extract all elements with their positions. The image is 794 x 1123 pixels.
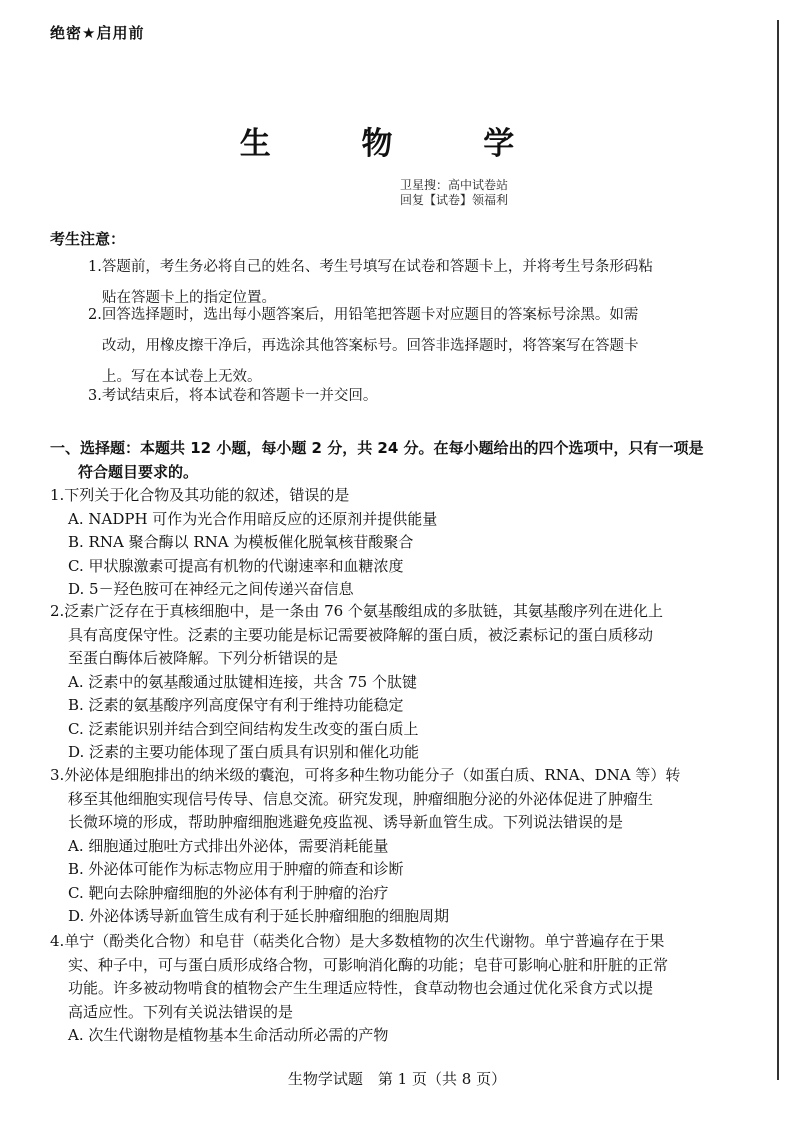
option-c: C. 甲状腺激素可提高有机物的代谢速率和血糖浓度 <box>68 556 404 575</box>
section-heading-line-2: 符合题目要求的。 <box>78 463 199 481</box>
option-c: C. 靶向去除肿瘤细胞的外泌体有利于肿瘤的治疗 <box>68 883 389 902</box>
option-d: D. 外泌体诱导新血管生成有利于延长肿瘤细胞的细胞周期 <box>68 907 450 925</box>
option-d: D. 5－羟色胺可在神经元之间传递兴奋信息 <box>68 580 354 598</box>
question-stem: 至蛋白酶体后被降解。下列分析错误的是 <box>68 649 339 667</box>
watermark-line-1: 卫星搜：高中试卷站 <box>400 178 509 192</box>
binding-line <box>777 20 779 1080</box>
notice-item-2 <box>88 300 758 393</box>
option-c: C. 泛素能识别并结合到空间结构发生改变的蛋白质上 <box>68 719 419 738</box>
notice-line: 3.考试结束后，将本试卷和答题卡一并交回。 <box>88 388 378 404</box>
option-a: A. NADPH 可作为光合作用暗反应的还原剂并提供能量 <box>68 509 438 528</box>
question-stem: 4.单宁（酚类化合物）和皂苷（萜类化合物）是大多数植物的次生代谢物。单宁普遍存在于果 <box>50 932 665 950</box>
question-stem: 长微环境的形成，帮助肿瘤细胞逃避免疫监视、诱导新血管生成。下列说法错误的是 <box>68 813 624 831</box>
question-2 <box>50 600 750 765</box>
option-b: B. 外泌体可能作为标志物应用于肿瘤的筛查和诊断 <box>68 860 404 878</box>
question-stem: 功能。许多被动物啃食的植物会产生生理适应特性，食草动物也会通过优化采食方式以提 <box>68 979 654 997</box>
question-stem: 具有高度保守性。泛素的主要功能是标记需要被降解的蛋白质，被泛素标记的蛋白质移动 <box>68 625 654 644</box>
question-1 <box>50 484 750 602</box>
question-3 <box>50 764 750 929</box>
notice-line: 上。写在本试卷上无效。 <box>102 369 262 385</box>
page-footer: 生物学试题 第 1 页（共 8 页） <box>287 1070 507 1088</box>
notice-line: 贴在答题卡上的指定位置。 <box>102 290 276 306</box>
notice-line: 1.答题前，考生务必将自己的姓名、考生号填写在试卷和答题卡上，并将考生号条形码粘 <box>88 259 653 275</box>
question-stem: 3.外泌体是细胞排出的纳米级的囊泡，可将多种生物功能分子（如蛋白质、RNA、DNA 等）转 <box>50 766 681 784</box>
option-a: A. 细胞通过胞吐方式排出外泌体，需要消耗能量 <box>68 836 389 855</box>
question-stem: 1.下列关于化合物及其功能的叙述，错误的是 <box>50 486 350 504</box>
notice-line: 2.回答选择题时，选出每小题答案后，用铅笔把答题卡对应题目的答案标号涂黑。如需 <box>88 307 639 323</box>
page-title: 生 物 学 <box>239 126 555 162</box>
confidential-mark: 绝密★启用前 <box>50 24 145 42</box>
notice-heading: 考生注意： <box>50 230 126 248</box>
question-stem: 实、种子中，可与蛋白质形成络合物，可影响消化酶的功能；皂苷可影响心脏和肝脏的正常 <box>68 955 669 974</box>
watermark-line-2: 回复【试卷】领福利 <box>400 193 509 207</box>
watermark-stamp <box>400 178 508 208</box>
option-b: B. RNA 聚合酶以 RNA 为模板催化脱氧核苷酸聚合 <box>68 533 414 551</box>
notice-item-3 <box>88 381 758 412</box>
question-4 <box>50 930 750 1048</box>
option-a: A. 次生代谢物是植物基本生命活动所必需的产物 <box>68 1026 389 1044</box>
section-heading <box>50 436 750 484</box>
option-d: D. 泛素的主要功能体现了蛋白质具有识别和催化功能 <box>68 743 420 761</box>
section-heading-line-1: 一、选择题：本题共 12 小题，每小题 2 分，共 24 分。在每小题给出的四个选项中，只有一项是 <box>50 439 704 457</box>
question-stem: 高适应性。下列有关说法错误的是 <box>68 1002 294 1021</box>
option-a: A. 泛素中的氨基酸通过肽键相连接，共含 75 个肽键 <box>68 672 417 691</box>
option-b: B. 泛素的氨基酸序列高度保守有利于维持功能稳定 <box>68 696 404 714</box>
question-stem: 移至其他细胞实现信号传导、信息交流。研究发现，肿瘤细胞分泌的外泌体促进了肿瘤生 <box>68 789 654 808</box>
question-stem: 2.泛素广泛存在于真核细胞中，是一条由 76 个氨基酸组成的多肽链，其氨基酸序列在进化上 <box>50 602 663 620</box>
notice-line: 改动，用橡皮擦干净后，再选涂其他答案标号。回答非选择题时，将答案写在答题卡 <box>102 338 639 354</box>
